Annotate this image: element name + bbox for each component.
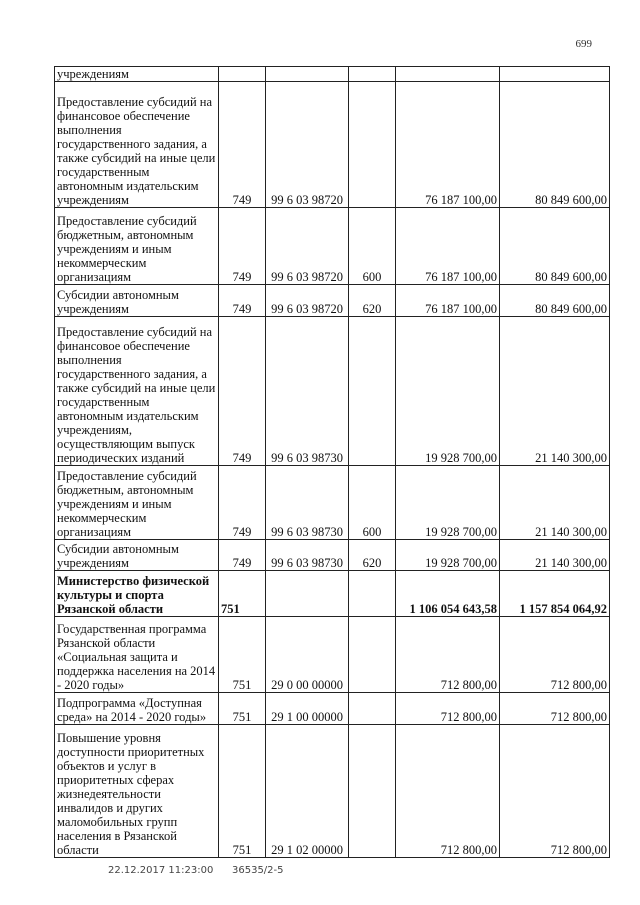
row-amount-1: 76 187 100,00 xyxy=(396,208,500,285)
row-code: 749 xyxy=(219,317,266,466)
row-amount-2: 21 140 300,00 xyxy=(500,540,610,571)
row-amount-1: 1 106 054 643,58 xyxy=(396,571,500,617)
row-amount-2: 1 157 854 064,92 xyxy=(500,571,610,617)
row-amount-2: 712 800,00 xyxy=(500,693,610,725)
row-csr: 99 6 03 98730 xyxy=(266,466,349,540)
table-row xyxy=(55,208,610,285)
row-csr xyxy=(266,67,349,82)
row-amount-2: 21 140 300,00 xyxy=(500,466,610,540)
table-row xyxy=(55,82,610,208)
row-code xyxy=(219,67,266,82)
row-vr xyxy=(349,317,396,466)
row-name: Предоставление субсидий на финансовое обеспечение выполнения государственного задания, а также субсидий на иные цели государственным автономным издательским учреждениям xyxy=(55,82,219,208)
row-vr xyxy=(349,693,396,725)
row-amount-1: 76 187 100,00 xyxy=(396,82,500,208)
row-amount-1: 19 928 700,00 xyxy=(396,540,500,571)
row-csr: 99 6 03 98730 xyxy=(266,540,349,571)
budget-table xyxy=(54,66,610,858)
row-csr: 29 1 00 00000 xyxy=(266,693,349,725)
table-row xyxy=(55,317,610,466)
row-amount-2: 712 800,00 xyxy=(500,617,610,693)
table-row xyxy=(55,693,610,725)
page-number: 699 xyxy=(575,38,592,50)
table-row xyxy=(55,725,610,858)
row-name: Предоставление субсидий бюджетным, автономным учреждениям и иным некоммерческим организациям xyxy=(55,208,219,285)
row-csr: 99 6 03 98730 xyxy=(266,317,349,466)
row-vr xyxy=(349,725,396,858)
table-row xyxy=(55,67,610,82)
row-code: 751 xyxy=(219,617,266,693)
row-csr: 99 6 03 98720 xyxy=(266,285,349,317)
table-row xyxy=(55,466,610,540)
row-amount-2: 80 849 600,00 xyxy=(500,285,610,317)
row-amount-2: 21 140 300,00 xyxy=(500,317,610,466)
row-amount-1: 712 800,00 xyxy=(396,693,500,725)
row-amount-1: 76 187 100,00 xyxy=(396,285,500,317)
row-code: 749 xyxy=(219,466,266,540)
row-vr xyxy=(349,617,396,693)
row-name: Государственная программа Рязанской области «Социальная защита и поддержка населения на 2014 - 2020 годы» xyxy=(55,617,219,693)
row-csr: 99 6 03 98720 xyxy=(266,82,349,208)
row-name: учреждениям xyxy=(55,67,219,82)
row-vr xyxy=(349,82,396,208)
row-code: 751 xyxy=(219,693,266,725)
row-amount-1: 19 928 700,00 xyxy=(396,317,500,466)
table-row xyxy=(55,540,610,571)
row-code: 751 xyxy=(219,571,266,617)
row-amount-1: 19 928 700,00 xyxy=(396,466,500,540)
row-vr: 620 xyxy=(349,540,396,571)
row-vr: 620 xyxy=(349,285,396,317)
row-name: Предоставление субсидий на финансовое обеспечение выполнения государственного задания, а также субсидий на иные цели государственным автономным издательским учреждениям, осуществляющим выпуск периодических изданий xyxy=(55,317,219,466)
row-csr: 29 0 00 00000 xyxy=(266,617,349,693)
row-name: Субсидии автономным учреждениям xyxy=(55,540,219,571)
row-amount-1 xyxy=(396,67,500,82)
row-code: 749 xyxy=(219,285,266,317)
row-vr xyxy=(349,571,396,617)
row-amount-2: 80 849 600,00 xyxy=(500,208,610,285)
footer-datetime: 22.12.2017 11:23:00 xyxy=(108,865,214,876)
row-amount-2: 80 849 600,00 xyxy=(500,82,610,208)
row-code: 749 xyxy=(219,82,266,208)
table-row xyxy=(55,617,610,693)
row-csr xyxy=(266,571,349,617)
table-row xyxy=(55,285,610,317)
row-csr: 99 6 03 98720 xyxy=(266,208,349,285)
footer-doc-id: 36535/2-5 xyxy=(232,865,284,876)
row-code: 749 xyxy=(219,208,266,285)
row-code: 749 xyxy=(219,540,266,571)
row-vr: 600 xyxy=(349,466,396,540)
row-name: Субсидии автономным учреждениям xyxy=(55,285,219,317)
row-name: Повышение уровня доступности приоритетных объектов и услуг в приоритетных сферах жизнедеятельности инвалидов и других маломобильных групп населения в Рязанской области xyxy=(55,725,219,858)
row-code: 751 xyxy=(219,725,266,858)
row-name: Предоставление субсидий бюджетным, автономным учреждениям и иным некоммерческим организациям xyxy=(55,466,219,540)
row-vr: 600 xyxy=(349,208,396,285)
row-name: Министерство физической культуры и спорта Рязанской области xyxy=(55,571,219,617)
row-amount-1: 712 800,00 xyxy=(396,725,500,858)
row-amount-1: 712 800,00 xyxy=(396,617,500,693)
table-row xyxy=(55,571,610,617)
row-amount-2 xyxy=(500,67,610,82)
row-amount-2: 712 800,00 xyxy=(500,725,610,858)
row-vr xyxy=(349,67,396,82)
row-name: Подпрограмма «Доступная среда» на 2014 - 2020 годы» xyxy=(55,693,219,725)
row-csr: 29 1 02 00000 xyxy=(266,725,349,858)
